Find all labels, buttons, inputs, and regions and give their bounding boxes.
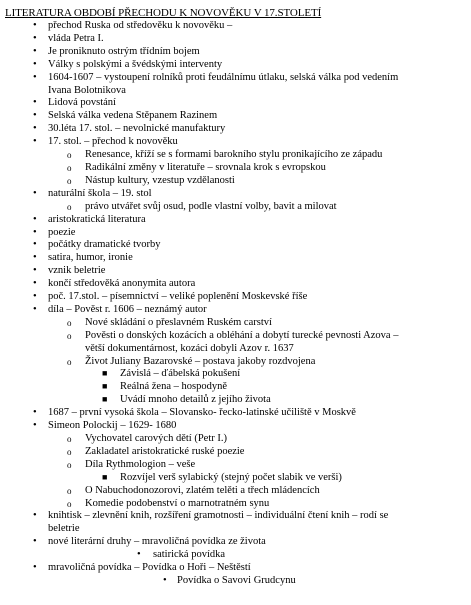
disc-bullet-icon: • <box>33 20 37 31</box>
circle-bullet-icon: o <box>67 485 72 496</box>
list-item-text: Povídka o Savovi Grudcynu <box>177 574 296 586</box>
list-item <box>5 317 463 330</box>
list-item-text: satira, humor, ironie <box>48 252 133 264</box>
disc-bullet-icon: • <box>33 265 37 277</box>
circle-bullet-icon: o <box>67 162 72 173</box>
disc-bullet-icon: • <box>33 291 37 303</box>
list-item-text: mravoličná povídka – Povídka o Hoři – Neštěstí <box>48 562 251 574</box>
disc-bullet-icon: • <box>33 58 37 70</box>
list-item <box>5 459 463 472</box>
list-item <box>5 485 463 498</box>
list-item-text: Reálná žena – hospodyně <box>120 381 228 393</box>
circle-bullet-icon: o <box>67 330 72 341</box>
list-item <box>5 46 463 59</box>
list-item <box>5 123 463 136</box>
list-item <box>5 149 463 162</box>
list-item <box>5 72 463 98</box>
list-item <box>5 110 463 123</box>
list-item-continuation: větší dokumentárnost, kozáci dobyli Azov r. 1637 <box>85 342 294 354</box>
list-item <box>5 472 463 485</box>
disc-bullet-icon: • <box>33 407 37 419</box>
disc-bullet-icon: • <box>33 123 37 135</box>
list-item <box>5 562 463 575</box>
list-item-text: Díla Rythmologion – veše <box>85 458 196 470</box>
list-item-text: poezie <box>48 226 76 238</box>
list-item <box>5 278 463 291</box>
list-item-text: aristokratická literatura <box>48 213 146 225</box>
list-item <box>5 291 463 304</box>
list-item <box>5 97 463 110</box>
list-item-text: právo utvářet svůj osud, podle vlastní volby, bavit a milovat <box>85 200 337 212</box>
disc-bullet-icon: • <box>33 239 37 251</box>
list-item <box>5 446 463 459</box>
list-item-text: Nástup kultury, vzestup vzdělanosti <box>85 174 235 186</box>
disc-bullet-icon: • <box>33 136 37 148</box>
square-bullet-icon: ■ <box>102 381 108 392</box>
list-item-text: vznik beletrie <box>48 265 106 277</box>
list-item-text: díla – Pověst r. 1606 – neznámý autor <box>48 303 207 315</box>
circle-bullet-icon: o <box>67 498 72 509</box>
list-item-text: Komedie podobenství o marnotratném synu <box>85 497 270 509</box>
list-item <box>5 20 463 33</box>
list-item-text: Lidová povstání <box>48 97 116 109</box>
list-item-text: nové literární druhy – mravoličná povídka ze života <box>48 536 266 548</box>
list-item-text: Závislá – ďábelská pokušení <box>120 368 241 380</box>
list-item-text: O Nabuchodonozorovi, zlatém telěti a třech mládencích <box>85 484 320 496</box>
circle-bullet-icon: o <box>67 201 72 212</box>
list-item <box>5 162 463 175</box>
list-item-continuation: beletrie <box>48 523 80 535</box>
circle-bullet-icon: o <box>67 175 72 186</box>
list-item-text: Rozvíjel verš sylabický (stejný počet slabik ve verši) <box>120 471 342 483</box>
list-item-text: 17. stol. – přechod k novověku <box>48 136 178 148</box>
square-bullet-icon: ■ <box>102 394 108 405</box>
list-item-text: Život Juliany Bazarovské – postava jakoby rozdvojena <box>85 355 316 367</box>
list-item-text: 1604-1607 – vystoupení rolníků proti feudálnímu útlaku, selská válka pod vedením <box>48 71 399 83</box>
list-item <box>5 394 463 407</box>
list-item-text: Vychovatel carových dětí (Petr I.) <box>85 433 227 444</box>
list-item-text: naturální škola – 19. stol <box>48 187 152 199</box>
list-item <box>5 227 463 240</box>
list-item <box>5 498 463 511</box>
list-item <box>5 252 463 265</box>
disc-bullet-icon: • <box>33 252 37 264</box>
list-item-text: Renesance, kříží se s formami barokního stylu pronikajícího ze západu <box>85 149 383 161</box>
list-item <box>5 136 463 149</box>
list-item <box>5 420 463 433</box>
list-item <box>5 536 463 549</box>
list-item <box>5 407 463 420</box>
circle-bullet-icon: o <box>67 356 72 367</box>
list-item <box>5 33 463 46</box>
list-item-text: Zakladatel aristokratické ruské poezie <box>85 445 245 457</box>
list-item <box>5 356 463 369</box>
square-bullet-icon: ■ <box>102 471 108 482</box>
list-item-text: Je proniknuto ostrým třídním bojem <box>48 45 200 57</box>
disc-bullet-icon: • <box>33 420 37 432</box>
circle-bullet-icon: o <box>67 459 72 470</box>
list-item-text: Pověsti o donských kozácích a obléhání a dobytí turecké pevnosti Azova – <box>85 329 399 341</box>
bullet-list <box>5 20 463 588</box>
list-item-text: Selská válka vedena Stěpanem Razinem <box>48 110 218 122</box>
disc-bullet-icon: • <box>33 32 37 44</box>
circle-bullet-icon: o <box>67 446 72 457</box>
list-item <box>5 304 463 317</box>
list-item-text: Uvádí mnoho detailů z jejího života <box>120 394 271 406</box>
list-item-text: poč. 17.stol. – písemnictví – veliké poplenění Moskevské říše <box>48 291 308 303</box>
list-item <box>5 201 463 214</box>
list-item <box>5 59 463 72</box>
square-bullet-icon: ■ <box>102 368 108 379</box>
list-item <box>5 175 463 188</box>
document-title: LITERATURA OBDOBÍ PŘECHODU K NOVOVĚKU V 17.STOLETÍ <box>5 7 322 19</box>
disc-bullet-icon: • <box>33 303 37 315</box>
circle-bullet-icon: o <box>67 150 72 161</box>
list-item <box>5 433 463 446</box>
list-item <box>5 575 463 588</box>
disc-bullet-icon: • <box>33 536 37 548</box>
list-item <box>5 188 463 201</box>
list-item-text: Nové skládání o přeslavném Ruském carství <box>85 316 272 328</box>
list-item <box>5 265 463 278</box>
list-item <box>5 214 463 227</box>
circle-bullet-icon: o <box>67 434 72 444</box>
list-item-text: 1687 – první vysoká škola – Slovansko- řecko-latinské učiliště v Moskvě <box>48 407 356 419</box>
list-item-text: Radikální změny v literatuře – srovnala krok s evropskou <box>85 161 326 173</box>
list-item <box>5 381 463 394</box>
circle-bullet-icon: o <box>67 317 72 328</box>
disc-bullet-icon: • <box>33 110 37 122</box>
list-item <box>5 549 463 562</box>
list-item <box>5 368 463 381</box>
list-item-text: 30.léta 17. stol. – nevolnické manufaktury <box>48 123 226 135</box>
disc-bullet-icon: • <box>33 226 37 238</box>
disc-bullet-icon: • <box>33 278 37 290</box>
disc-bullet-icon: • <box>33 510 37 522</box>
disc-bullet-icon: • <box>163 574 167 586</box>
list-item <box>5 330 463 356</box>
list-item-text: Simeon Polockij – 1629- 1680 <box>48 420 177 432</box>
list-item <box>5 510 463 536</box>
list-item-text: vláda Petra I. <box>48 32 104 44</box>
list-item-text: přechod Ruska od středověku k novověku – <box>48 20 233 31</box>
disc-bullet-icon: • <box>137 549 141 561</box>
disc-bullet-icon: • <box>33 45 37 57</box>
list-item-text: satirická povídka <box>153 549 226 561</box>
list-item-text: knihtisk – zlevnění knih, rozšíření gramotnosti – individuální čtení knih – rodí se <box>48 510 389 522</box>
disc-bullet-icon: • <box>33 187 37 199</box>
disc-bullet-icon: • <box>33 213 37 225</box>
list-item <box>5 239 463 252</box>
disc-bullet-icon: • <box>33 97 37 109</box>
list-item-continuation: Ivana Bolotnikova <box>48 84 126 96</box>
disc-bullet-icon: • <box>33 562 37 574</box>
list-item-text: počátky dramatické tvorby <box>48 239 161 251</box>
list-item-text: končí středověká anonymita autora <box>48 278 196 290</box>
disc-bullet-icon: • <box>33 71 37 83</box>
list-item-text: Války s polskými a švédskými interventy <box>48 58 223 70</box>
